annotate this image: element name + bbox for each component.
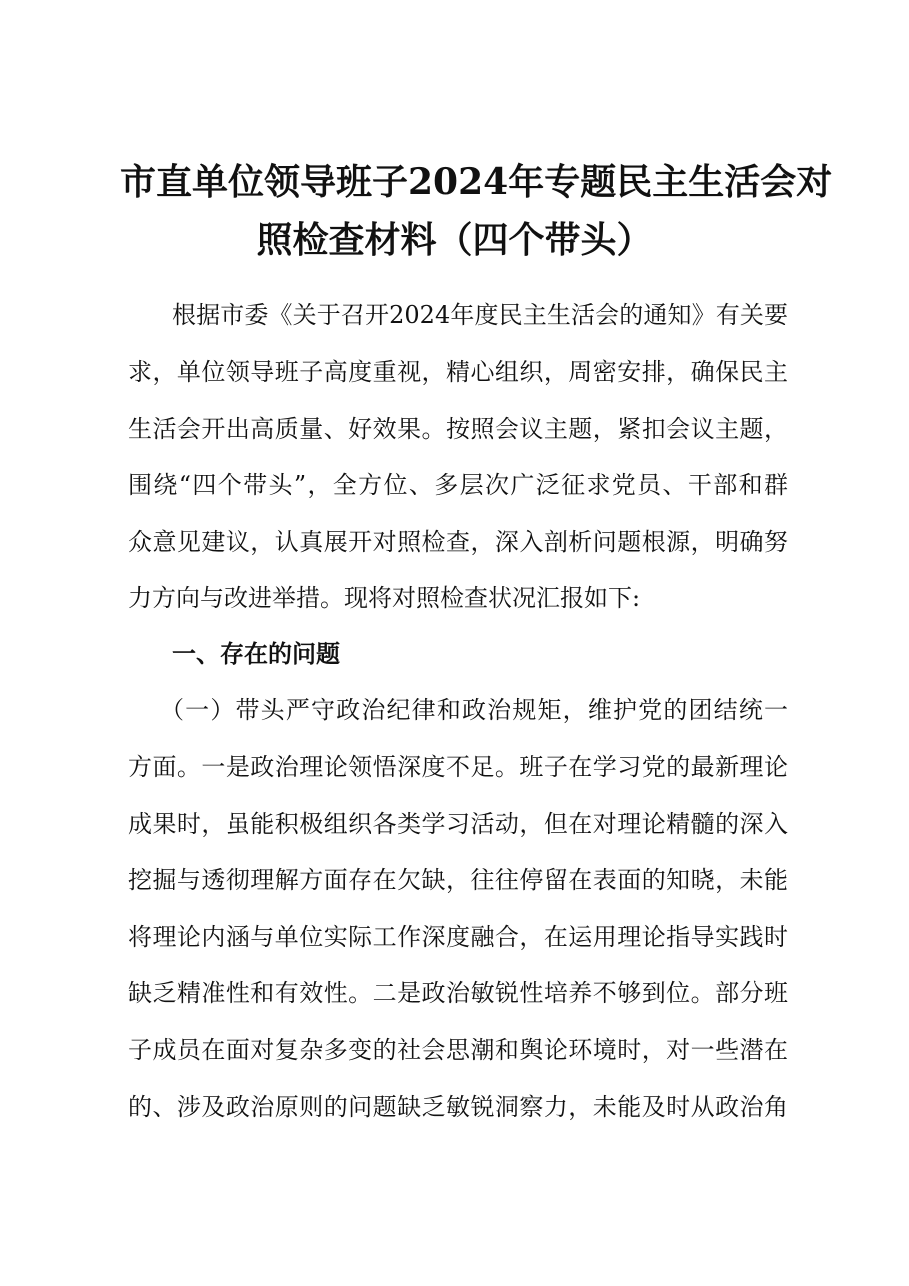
paragraph-line: 子成员在面对复杂多变的社会思潮和舆论环境时，对一些潜在	[128, 1036, 788, 1064]
paragraph-line: 众意见建议，认真展开对照检查，深入剖析问题根源，明确努	[128, 528, 788, 556]
paragraph-line: 根据市委《关于召开2024年度民主生活会的通知》有关要	[172, 301, 788, 329]
paragraph-line: 围绕“四个带头”，全方位、多层次广泛征求党员、干部和群	[128, 471, 788, 499]
paragraph-line: 力方向与改进举措。现将对照检查状况汇报如下:	[128, 584, 641, 612]
paragraph-line: 的、涉及政治原则的问题缺乏敏锐洞察力，未能及时从政治角	[128, 1093, 788, 1121]
document-title-line-2: 照检查材料（四个带头）	[256, 219, 653, 261]
paragraph-line: （一）带头严守政治纪律和政治规矩，维护党的团结统一	[160, 696, 788, 724]
paragraph-line: 求，单位领导班子高度重视，精心组织，周密安排，确保民主	[128, 358, 788, 386]
section-heading: 一、存在的问题	[172, 639, 340, 668]
paragraph-line: 将理论内涵与单位实际工作深度融合，在运用理论指导实践时	[128, 923, 788, 951]
paragraph-line: 成果时，虽能积极组织各类学习活动，但在对理论精髓的深入	[128, 810, 788, 838]
paragraph-line: 方面。一是政治理论领悟深度不足。班子在学习党的最新理论	[128, 753, 788, 781]
paragraph-line: 挖掘与透彻理解方面存在欠缺，往往停留在表面的知晓，未能	[128, 866, 788, 894]
paragraph-line: 生活会开出高质量、好效果。按照会议主题，紧扣会议主题，	[128, 415, 788, 443]
document-title-line-1: 市直单位领导班子2024年专题民主生活会对	[120, 161, 833, 203]
paragraph-line: 缺乏精准性和有效性。二是政治敏锐性培养不够到位。部分班	[128, 979, 788, 1007]
